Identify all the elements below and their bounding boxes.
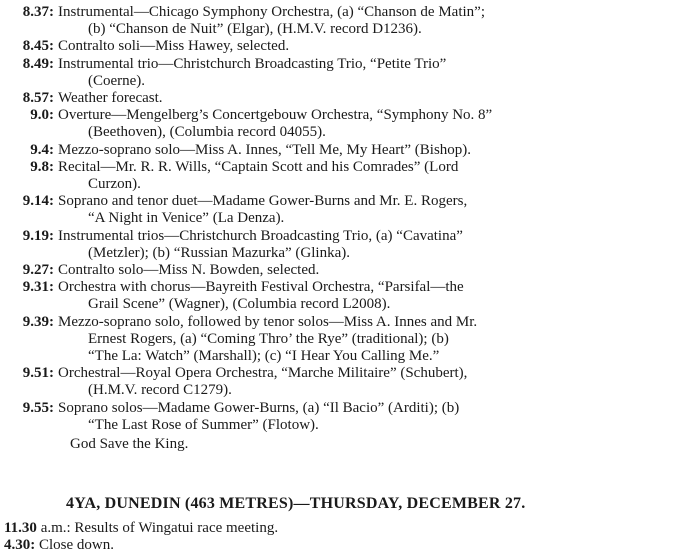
programme-item xyxy=(4,90,694,107)
programme-line: Orchestra with chorus—Bayreith Festival Orchestra, “Parsifal—the xyxy=(58,279,464,296)
programme-line: Grail Scene” (Wagner), (Columbia record L2008). xyxy=(88,296,391,313)
programme-item xyxy=(4,193,694,227)
tail-text: a.m.: Results of Wingatui race meeting. xyxy=(40,520,279,536)
programme-time: 8.45: xyxy=(22,38,54,55)
programme-line: Soprano and tenor duet—Madame Gower-Burns and Mr. E. Rogers, xyxy=(58,193,468,210)
programme-time: 8.37: xyxy=(22,4,54,20)
programme-line: (Beethoven), (Columbia record 04055). xyxy=(88,124,326,141)
programme-item xyxy=(4,4,694,38)
programme-text xyxy=(58,228,694,262)
programme-line: Instrumental trios—Christchurch Broadcasting Trio, (a) “Cavatina” xyxy=(58,227,463,244)
programme-text xyxy=(58,279,694,313)
programme-text xyxy=(58,142,694,159)
programme-time: 9.27: xyxy=(22,262,54,278)
programme-line: (H.M.V. record C1279). xyxy=(88,382,232,399)
programme-line: (Coerne). xyxy=(88,72,146,89)
programme-line: “A Night in Venice” (La Denza). xyxy=(88,210,285,227)
programme-item xyxy=(4,279,694,313)
programme-item xyxy=(4,38,694,55)
tail-time: 4.30: xyxy=(4,537,36,553)
programme-time: 9.55: xyxy=(22,399,54,416)
programme-line: Orchestral—Royal Opera Orchestra, “Marche Militaire” (Schubert), xyxy=(58,365,468,382)
programme-time: 8.57: xyxy=(22,90,54,106)
programme-line: Overture—Mengelberg’s Concertgebouw Orchestra, “Symphony No. 8” xyxy=(58,107,493,124)
programme-time: 8.49: xyxy=(22,55,54,72)
programme-text xyxy=(58,193,694,227)
programme-text xyxy=(58,90,694,107)
programme-time: 9.4: xyxy=(30,141,54,158)
programme-line: Weather forecast. xyxy=(58,90,163,106)
programme-item xyxy=(4,228,694,262)
programme-line: Ernest Rogers, (a) “Coming Thro’ the Rye” (traditional); (b) xyxy=(88,330,449,347)
programme-line: Contralto solo—Miss N. Bowden, selected. xyxy=(58,262,320,278)
programme-line: (b) “Chanson de Nuit” (Elgar), (H.M.V. record D1236). xyxy=(88,21,422,38)
programme-item xyxy=(4,400,694,434)
programme-item xyxy=(4,314,694,366)
closing-line: God Save the King. xyxy=(70,436,189,452)
tail-text: Close down. xyxy=(39,537,114,553)
programme-text xyxy=(58,38,694,55)
programme-line: Soprano solos—Madame Gower-Burns, (a) “Il Bacio” (Arditi); (b) xyxy=(58,399,460,416)
tail-item-2 xyxy=(4,537,114,554)
programme-item xyxy=(4,159,694,193)
programme-text xyxy=(58,56,694,90)
programme-line: Mezzo-soprano solo—Miss A. Innes, “Tell Me, My Heart” (Bishop). xyxy=(58,141,472,158)
programme-text xyxy=(58,365,694,399)
programme-text xyxy=(58,159,694,193)
programme-item xyxy=(4,262,694,279)
programme-time: 9.19: xyxy=(22,227,54,244)
programme-time: 9.39: xyxy=(22,313,54,330)
programme-line: “The La: Watch” (Marshall); (c) “I Hear You Calling Me.” xyxy=(88,348,440,364)
programme-item xyxy=(4,56,694,90)
programme-text xyxy=(58,314,694,366)
programme-line: Mezzo-soprano solo, followed by tenor solos—Miss A. Innes and Mr. xyxy=(58,313,478,330)
programme-text xyxy=(58,262,694,279)
programme-item xyxy=(4,142,694,159)
programme-time: 9.31: xyxy=(22,279,54,296)
station-heading: 4YA, DUNEDIN (463 METRES)—THURSDAY, DECEMBER 27. xyxy=(66,495,526,512)
programme-line: Curzon). xyxy=(88,176,141,192)
programme-line: Instrumental trio—Christchurch Broadcasting Trio, “Petite Trio” xyxy=(58,55,447,72)
programme-item xyxy=(4,365,694,399)
programme-text xyxy=(58,107,694,141)
programme-line: (Metzler); (b) “Russian Mazurka” (Glinka). xyxy=(88,244,350,261)
programme-time: 9.8: xyxy=(30,158,54,175)
programme-time: 9.14: xyxy=(22,193,54,210)
programme-time: 9.51: xyxy=(22,365,54,382)
programme-line: Recital—Mr. R. R. Wills, “Captain Scott and his Comrades” (Lord xyxy=(58,158,459,175)
programme-line: “The Last Rose of Summer” (Flotow). xyxy=(88,416,319,433)
programme-line: Instrumental—Chicago Symphony Orchestra, (a) “Chanson de Matin”; xyxy=(58,4,485,20)
programme-line: Contralto soli—Miss Hawey, selected. xyxy=(58,38,290,55)
programme-item xyxy=(4,107,694,141)
programme-text xyxy=(58,400,694,434)
programme-text xyxy=(58,4,694,38)
programme-time: 9.0: xyxy=(30,107,54,124)
tail-item-1 xyxy=(4,520,278,537)
tail-time: 11.30 xyxy=(4,520,37,536)
